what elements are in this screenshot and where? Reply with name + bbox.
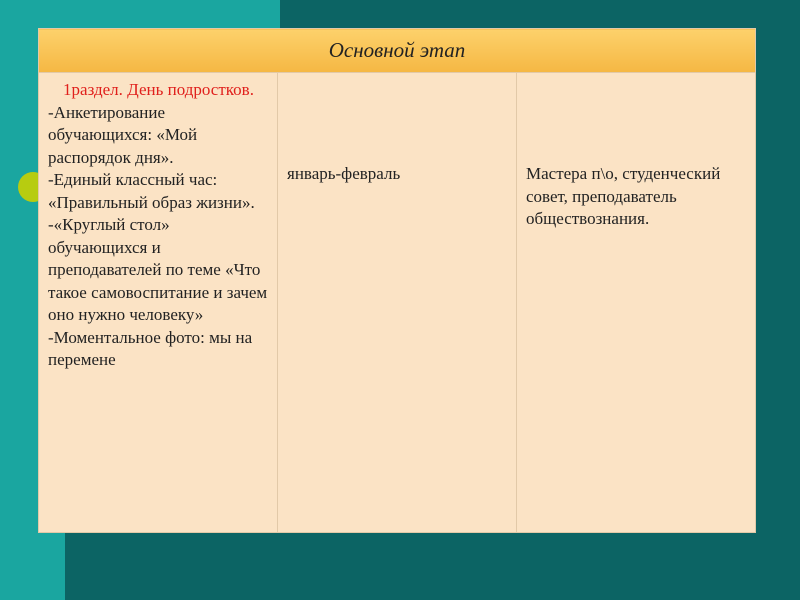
activity-item: -Единый классный час: «Правильный образ жизни». xyxy=(48,170,255,212)
plan-table xyxy=(38,28,756,533)
table-header-row xyxy=(39,29,756,73)
activity-item: -«Круглый стол» обучающихся и преподавателей по теме «Что такое самовоспитание и зачем оно нужно человеку» xyxy=(48,215,268,324)
activities-cell xyxy=(39,73,278,533)
table-row xyxy=(39,73,756,533)
period-cell: январь-февраль xyxy=(278,73,517,533)
activity-item: -Анкетирование обучающихся: «Мой распорядок дня». xyxy=(48,102,198,167)
background-teal-top-band xyxy=(0,0,280,28)
table-header: Основной этап xyxy=(39,29,756,73)
responsible-cell: Мастера п\о, студенческий совет, преподаватель обществознания. xyxy=(517,73,756,533)
activity-item: -Моментальное фото: мы на перемене xyxy=(48,327,253,369)
section-title: 1раздел. День подростков. xyxy=(63,80,254,99)
